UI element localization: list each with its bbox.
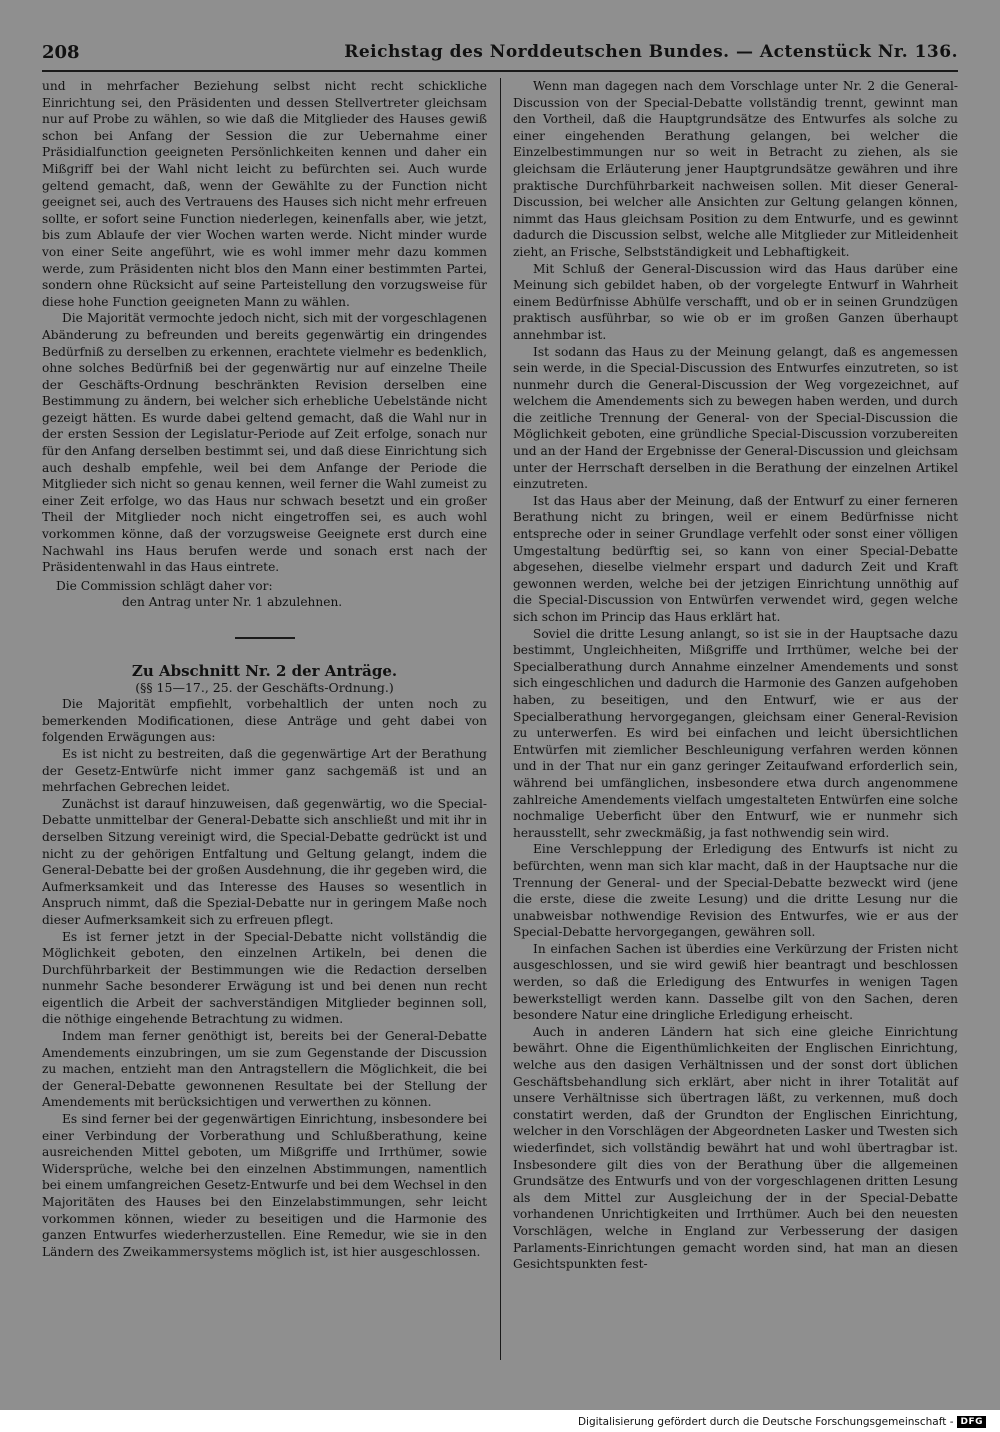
paragraph: Ist sodann das Haus zu der Meinung gelangt, daß es angemessen sein werde, in die Special-Discussion des Entwurfes einzutreten, so ist nunmehr durch die General-Discussion der Weg vorgezeichnet, auf welchem die Amendements sich zu bewegen haben werden, und durch die zeitliche Trennung der General- von der Special-Discussion die Möglichkeit geboten, eine gründliche Special-Discussion vorzubereiten und an der Hand der Ergebnisse der General-Discussion und gleichsam unter der Herrschaft derselben in die Berathung der einzelnen Artikel einzutreten. [513, 344, 958, 492]
page-number: 208 [42, 42, 80, 63]
right-column [513, 78, 958, 1273]
paragraph: Soviel die dritte Lesung anlangt, so ist sie in der Hauptsache dazu bestimmt, Ungleichheiten, Mißgriffe und Irrthümer, welche bei der Specialberathung durch Annahme einzelner Amendements und sonst sich eingeschlichen und dadurch die Harmonie des Ganzen aufgehoben haben, zu beseitigen, und den Entwurf, wie er aus der Specialberathung hervorgegangen, gleichsam einer General-Revision zu unterwerfen. Es wird bei einfachen und leicht übersichtlichen Entwürfen mit ziemlicher Beschleunigung verfahren werden können und in der That nur ein ganz geringer Zeitaufwand erforderlich sein, während bei umfänglichen, insbesondere etwa durch angenommene zahlreiche Amendements vielfach umgestalteten Entwürfen eine solche nochmalige Ueberficht über den Entwurf, wie er nunmehr sich herausstellt, sehr zweckmäßig, ja fast nothwendig sein wird. [513, 626, 958, 840]
digitization-footer [578, 1416, 986, 1428]
section-separator [235, 637, 295, 639]
section-subtitle: (§§ 15—17., 25. der Geschäfts-Ordnung.) [135, 679, 394, 695]
section-title: Zu Abschnitt Nr. 2 der Anträge. [131, 662, 398, 680]
paragraph: Es sind ferner bei der gegenwärtigen Einrichtung, insbesondere bei einer Verbindung der Vorberathung und Schlußberathung, keine ausreichenden Mittel geboten, um Mißgriffe und Irrthümer, sowie Widersprüche, welche bei den einzelnen Abstimmungen, namentlich bei einem umfangreichen Gesetz-Entwurfe und bei dem Wechsel in den Majoritäten des Hauses bei den Einzelabstimmungen, sehr leicht vorkommen können, wieder zu beseitigen und die Harmonie des ganzen Entwurfes wiederherzustellen. Eine Remedur, wie sie in den Ländern des Zweikammersystems möglich ist, ist hier ausgeschlossen. [42, 1112, 487, 1259]
left-column [42, 78, 487, 1260]
paragraph: Wenn man dagegen nach dem Vorschlage unter Nr. 2 die General-Discussion von der Special-Debatte vollständig trennt, gewinnt man den Vortheil, daß die Hauptgrundsätze des Entwurfes als solche zu einer eingehenden Berathung gelangen, bei welcher die Einzelbestimmungen nur so weit in Betracht zu ziehen, als sie gleichsam die Erläuterung jener Hauptgrundsätze gewähren und ihre praktische Durchführbarkeit nachweisen sollen. Mit dieser General-Discussion, bei welcher alle Ansichten zur Geltung gelangen können, nimmt das Haus gleichsam Position zu dem Entwurfe, und es gewinnt dadurch die Discussion selbst, welche alle Mitglieder zur Mitleidenheit zieht, an Frische, Selbstständigkeit und Lebhaftigkeit. [513, 79, 958, 259]
paragraph: Indem man ferner genöthigt ist, bereits bei der General-Debatte Amendements einzubringen, um sie zum Gegenstande der Discussion zu machen, entzieht man den Antragstellern die Möglichkeit, die bei der General-Debatte gewonnenen Resultate bei der Stellung der Amendements mit berücksichtigen und verwerthen zu können. [42, 1029, 487, 1110]
paragraph: Ist das Haus aber der Meinung, daß der Entwurf zu einer ferneren Berathung nicht zu bringen, weil er einem Bedürfnisse nicht entspreche oder in seiner Grundlage verfehlt oder sonst einer völligen Umgestaltung bedürftig sei, so kann von einer Special-Debatte abgesehen, dieselbe vielmehr erspart und dadurch Zeit und Kraft gewonnen werden, welche bei der jetzigen Einrichtung unnöthig auf die Special-Discussion von Entwürfen verwendet wird, gegen welche sich schon im Princip das Haus erklärt hat. [513, 493, 958, 624]
paragraph: Eine Verschleppung der Erledigung des Entwurfs ist nicht zu befürchten, wenn man sich klar macht, daß in der Hauptsache nur die Trennung der General- und der Special-Debatte bezweckt wird (jene die erste, diese die zweite Lesung) und die dritte Lesung nur die unabweisbar nothwendige Revision des Entwurfes, wie er aus der Special-Debatte hervorgegangen, gewähren soll. [513, 842, 958, 940]
footer-text: Digitalisierung gefördert durch die Deutsche Forschungsgemeinschaft - [577, 1416, 954, 1428]
paragraph: Die Majorität empfiehlt, vorbehaltlich der unten noch zu bemerkenden Modificationen, diese Anträge und geht dabei von folgenden Erwägungen aus: [42, 697, 487, 745]
proposal-intro: Die Commission schlägt daher vor: [56, 578, 273, 593]
dfg-logo: DFG [957, 1416, 986, 1428]
commission-proposal [42, 578, 487, 611]
document-page [20, 20, 980, 1380]
paragraph: In einfachen Sachen ist überdies eine Verkürzung der Fristen nicht ausgeschlossen, und sie wird gewiß hier beantragt und beschlossen werden, so daß die Erledigung des Entwurfes in wenigen Tagen bewerkstelligt werden kann. Dasselbe gilt von den Sachen, deren besondere Natur eine dringliche Erledigung erheischt. [513, 941, 958, 1023]
paragraph: Es ist ferner jetzt in der Special-Debatte nicht vollständig die Möglichkeit geboten, den einzelnen Artikeln, bei denen die Durchführbarkeit der Bestimmungen wie die Redaction derselben nunmehr Sache besonderer Erwägung ist und bei denen nun recht eigentlich die Arbeit der sachverständigen Mitglieder beginnen soll, die nöthige eingehende Betrachtung zu widmen. [42, 929, 487, 1027]
page-header [42, 40, 958, 72]
paragraph: Mit Schluß der General-Discussion wird das Haus darüber eine Meinung sich gebildet haben, ob der vorgelegte Entwurf in Wahrheit einem Bedürfnisse Abhülfe verschafft, und ob er in seinen Grundzügen praktisch ausführbar, so wie ob er im großen Ganzen überhaupt annehmbar ist. [513, 261, 958, 342]
column-divider [500, 78, 501, 1360]
paragraph: Es ist nicht zu bestreiten, daß die gegenwärtige Art der Berathung der Gesetz-Entwürfe nicht immer ganz sachgemäß ist und an mehrfachen Gebrechen leidet. [42, 746, 487, 795]
paragraph: Die Majorität vermochte jedoch nicht, sich mit der vorgeschlagenen Abänderung zu befreunden und bereits gegenwärtig ein dringendes Bedürfniß zu derselben zu erkennen, erachtete vielmehr es bedenklich, ohne solches Bedürfniß bei der gegenwärtig nur auf einzelne Theile der Geschäfts-Ordnung beschränkten Revision derselben eine Bestimmung zu ändern, bei welcher sich erhebliche Uebelstände nicht gezeigt hätten. Es wurde dabei geltend gemacht, daß die Wahl nur in der ersten Session der Legislatur-Periode auf Zeit erfolge, sonach nur für den Anfang derselben bestimmt sei, und daß diese Einrichtung sich auch deshalb empfehle, weil bei dem Anfange der Periode die Mitglieder sich nicht so genau kennen, weil ferner die Wahl zumeist zu einer Zeit erfolge, wo das Haus nur schwach besetzt und ein großer Theil der Mitglieder noch nicht eingetroffen sei, es auch wohl vorkommen könne, daß der vorzugsweise Geeignete erst durch eine Nachwahl ins Haus berufen werde und sonach erst nach der Präsidentenwahl in das Haus eintrete. [42, 311, 487, 575]
paragraph: Zunächst ist darauf hinzuweisen, daß gegenwärtig, wo die Special-Debatte unmittelbar der General-Debatte sich anschließt und mit ihr in derselben Sitzung vereinigt wird, die Special-Debatte gedrückt ist und nicht zu der gehörigen Entfaltung und Geltung gelangt, indem die General-Debatte bei der großen Ausdehnung, die ihr gegeben wird, die Aufmerksamkeit und das Interesse des Hauses so wesentlich in Anspruch nimmt, daß die Spezial-Debatte nur in geringem Maße noch dieser Aufmerksamkeit sich zu erfreuen pflegt. [42, 796, 487, 927]
running-title: Reichstag des Norddeutschen Bundes. — Actenstück Nr. 136. [344, 42, 958, 62]
paragraph: und in mehrfacher Beziehung selbst nicht recht schickliche Einrichtung sei, den Präsidenten und dessen Stellvertreter gleichsam nur auf Probe zu wählen, so wie daß die Mitglieder des Hauses gewiß schon bei Anfang der Session die zur Uebernahme einer Präsidialfunction geeigneten Persönlichkeiten kennen und daher ein Mißgriff bei der Wahl nicht leicht zu befürchten sei. Auch wurde geltend gemacht, daß, wenn der Gewählte zu der Function nicht geeignet sei, auch des Vertrauens des Hauses sich nicht mehr erfreuen sollte, er sofort seine Function niederlegen, keinenfalls aber, wie jetzt, bis zum Ablaufe der vier Wochen warten werde. Nicht minder wurde von einer Seite angeführt, wie es wohl immer mehr dazu kommen werde, zum Präsidenten nicht blos den Mann einer bestimmten Partei, sondern ohne Rücksicht auf seine Parteistellung den vorzugsweise für diese hohe Function geeigneten Mann zu wählen. [42, 79, 487, 309]
paragraph: Auch in anderen Ländern hat sich eine gleiche Einrichtung bewährt. Ohne die Eigenthümlichkeiten der Englischen Einrichtung, welche aus den dasigen Verhältnissen und der sonst dort üblichen Geschäftsbehandlung sich erklärt, aber nicht in ihrer Totalität auf unsere Verhältnisse sich übertragen läßt, zu verkennen, muß doch constatirt werden, daß der Grundton der Englischen Einrichtung, welcher in den Vorschlägen der Abgeordneten Lasker und Twesten sich wiederfindet, sich vollständig bewährt hat und wohl übertragbar ist. Insbesondere gilt dies von der Berathung über die allgemeinen Grundsätze des Entwurfs und von der vorgeschlagenen dritten Lesung als dem Mittel zur Ausgleichung der in der Special-Debatte vorhandenen Unrichtigkeiten und Irrthümer. Auch bei den neuesten Vorschlägen, welche in England zur Verbesserung der dasigen Parlaments-Einrichtungen gemacht worden sind, hat man an diesen Gesichtspunkten fest- [513, 1024, 958, 1272]
proposal-motion: den Antrag unter Nr. 1 abzulehnen. [122, 595, 343, 610]
